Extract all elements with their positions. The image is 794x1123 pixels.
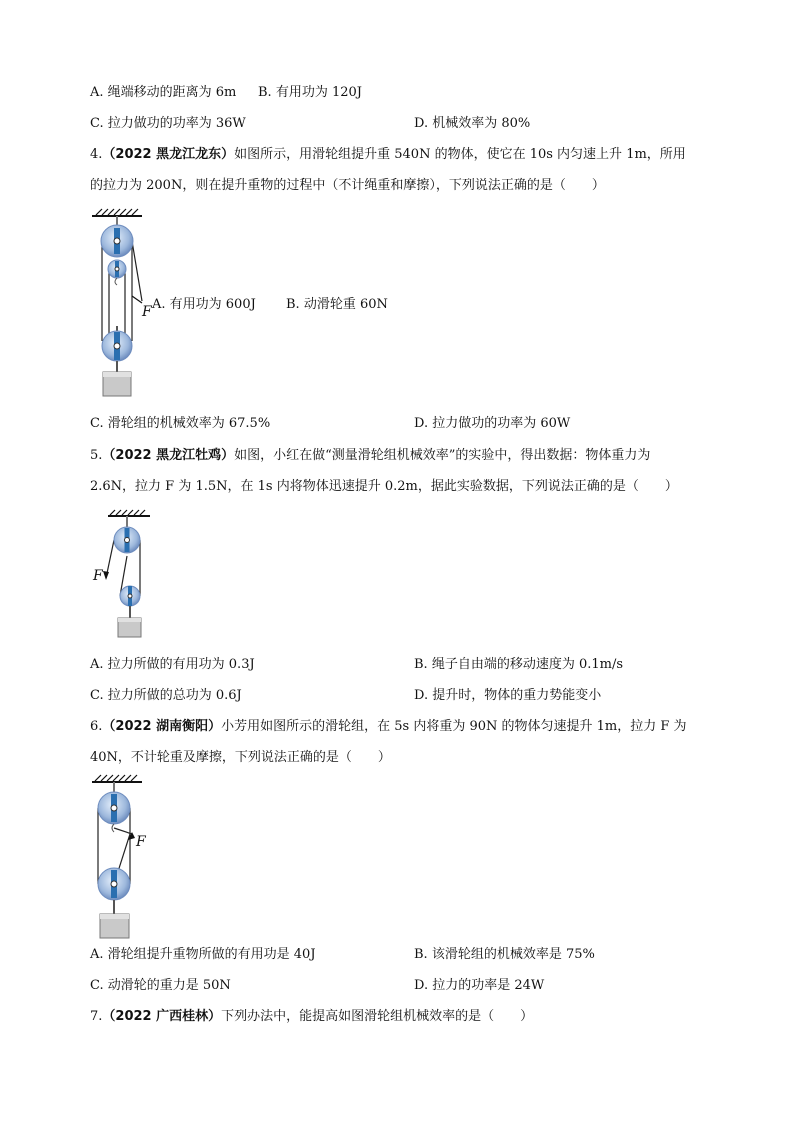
q4-option-c: C. 滑轮组的机械效率为 67.5% [90,416,271,431]
q4-stem-line2: 的拉力为 200N，则在提升重物的过程中（不计绳重和摩擦），下列说法正确的是（ ） [90,178,605,193]
q5-text1: 如图，小红在做“测量滑轮组机械效率”的实验中，得出数据：物体重力为 [234,448,651,463]
q6-option-c: C. 动滑轮的重力是 50N [90,978,231,993]
q6-force-label: F [136,834,146,850]
q4-force-label: F [142,304,152,320]
q5-option-a: A. 拉力所做的有用功为 0.3J [90,657,255,672]
q4-stem-line1 [90,146,686,164]
q7-source: （2022 广西桂林） [102,1009,222,1024]
q3-option-a: A. 绳端移动的距离为 6m [90,85,237,100]
q6-option-a: A. 滑轮组提升重物所做的有用功是 40J [90,947,316,962]
q5-source: （2022 黑龙江牡鸡） [102,448,235,463]
q4-source: （2022 黑龙江龙东） [102,147,235,162]
q4-option-a: A. 有用功为 600J [152,297,256,312]
q3-option-c: C. 拉力做功的功率为 36W [90,116,246,131]
q7-number: 7. [90,1009,103,1024]
q5-option-c: C. 拉力所做的总功为 0.6J [90,688,242,703]
q5-stem-line1 [90,447,650,465]
q6-number: 6. [90,719,103,734]
q5-stem-line2: 2.6N，拉力 F 为 1.5N，在 1s 内将物体迅速提升 0.2m，据此实验数据，下列说法正确的是（ ） [90,479,678,494]
q3-option-d: D. 机械效率为 80% [414,116,531,131]
q5-force-label: F [93,568,103,584]
q6-option-b: B. 该滑轮组的机械效率是 75% [414,947,595,962]
q4-number: 4. [90,147,103,162]
q5-pulley-figure [90,508,210,643]
q5-number: 5. [90,448,103,463]
q5-option-d: D. 提升时，物体的重力势能变小 [414,688,602,703]
q6-pulley-figure [90,772,230,942]
q5-option-b: B. 绳子自由端的移动速度为 0.1m/s [414,657,624,672]
q4-text1: 如图所示，用滑轮组提升重 540N 的物体，使它在 10s 内匀速上升 1m，所用 [234,147,686,162]
q4-option-b: B. 动滑轮重 60N [286,297,388,312]
q6-source: （2022 湖南衡阳） [102,719,222,734]
q6-stem-line1 [90,718,687,736]
q6-stem-line2: 40N，不计轮重及摩擦，下列说法正确的是（ ） [90,750,391,765]
q7-text1: 下列办法中，能提高如图滑轮组机械效率的是（ ） [221,1009,534,1024]
q4-option-d: D. 拉力做功的功率为 60W [414,416,571,431]
q7-stem-line1 [90,1008,533,1026]
q6-option-d: D. 拉力的功率是 24W [414,978,545,993]
q3-option-b: B. 有用功为 120J [258,85,362,100]
q6-text1: 小芳用如图所示的滑轮组，在 5s 内将重为 90N 的物体匀速提升 1m，拉力 F 为 [221,719,687,734]
